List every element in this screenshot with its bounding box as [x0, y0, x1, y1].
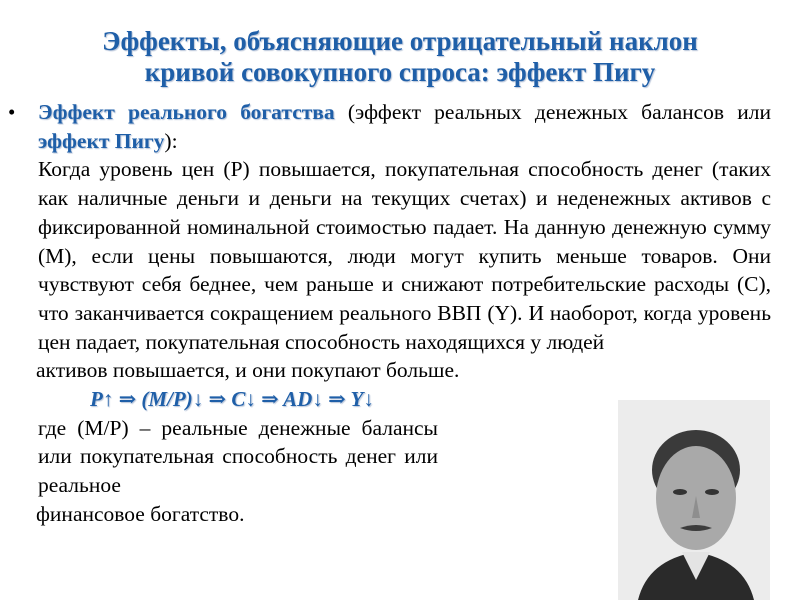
title-line-1: Эффекты, объясняющие отрицательный наклон: [102, 26, 698, 56]
portrait-photo-icon: [618, 400, 770, 600]
note-paragraph: где (M/P) – реальные денежные балансы или покупательная способность денег или реальное: [38, 415, 438, 498]
formula: P↑ ⇒ (M/P)↓ ⇒ C↓ ⇒ AD↓ ⇒ Y↓: [90, 387, 374, 412]
term-real-wealth: Эффект реального богатства: [38, 100, 335, 124]
body-paragraph-end: активов повышается, и они покупают больше.: [36, 358, 460, 383]
bullet-symbol: •: [8, 100, 16, 124]
slide-title: [0, 26, 800, 88]
intro-paragraph: [38, 98, 771, 155]
note-paragraph-end: финансовое богатство.: [36, 501, 245, 526]
body-paragraph: Когда уровень цен (P) повышается, покупательная способность денег (таких как наличные деньги и деньги на текущих счетах) и неденежных активов с фиксированной номинальной стоимостью падает. На данную денежную сумму (M), если цены повышаются, люди могут купить меньше товаров. Они чувствуют себя беднее, чем раньше и снижают потребительские расходы (C), что заканчивается сокращением реального ВВП (Y). И наоборот, когда уровень цен падает, покупательная способность находящихся у людей: [38, 157, 771, 354]
intro-text: (эффект реальных денежных балансов или: [334, 100, 771, 124]
intro-close: ):: [164, 128, 178, 153]
portrait-photo: [618, 400, 770, 600]
title-line-2: кривой совокупного спроса: эффект Пигу: [144, 57, 656, 87]
term-pigou: эффект Пигу: [38, 128, 165, 153]
